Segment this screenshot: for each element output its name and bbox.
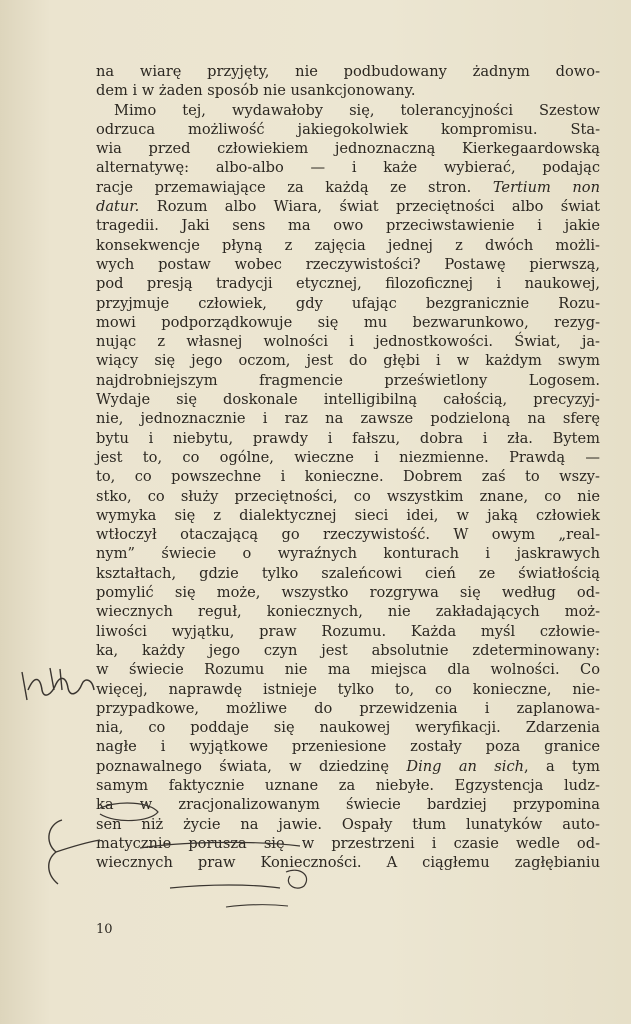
- text-line: w świecie Rozumu nie ma miejsca dla wolności. Co: [96, 661, 600, 679]
- text-line: nia, co poddaje się naukowej weryfikacji. Zdarzenia: [96, 719, 600, 737]
- text-underline: [140, 842, 300, 848]
- text-circle: [100, 803, 158, 821]
- text-line: najdrobniejszym fragmencie prześwietlony Logosem.: [96, 371, 600, 389]
- text-line: pod presją tradycji etycznej, filozoficznej i naukowej,: [96, 275, 600, 293]
- text-line: dem i w żaden sposób nie usankcjonowany.: [96, 82, 416, 100]
- text-line: racje przemawiające za każdą ze stron. Tertium non: [96, 178, 600, 196]
- text-line: wtłoczył otaczającą go rzeczywistość. W owym „real-: [96, 526, 600, 544]
- text-line: stko, co służy przeciętności, co wszystkim znane, co nie: [96, 487, 600, 505]
- text-line: wiący się jego oczom, jest do głębi i w każdym swym: [96, 352, 600, 370]
- text-line: przyjmuje człowiek, gdy ufając bezgranicznie Rozu-: [96, 294, 600, 312]
- text-line: matycznie porusza się w przestrzeni i czasie wedle od-: [96, 834, 600, 852]
- text-loop: [286, 870, 307, 888]
- text-line: wych postaw wobec rzeczywistości? Postawę pierwszą,: [96, 255, 600, 273]
- text-underline: [226, 905, 288, 907]
- text-line: poznawalnego świata, w dziedzinę Ding an sich, a tym: [96, 757, 600, 775]
- text-line: ka, każdy jego czyn jest absolutnie zdeterminowany:: [96, 641, 600, 659]
- text-line: alternatywę: albo-albo — i każe wybierać, podając: [96, 159, 600, 177]
- text-line: samym faktycznie uznane za niebyłe. Egzystencja ludz-: [96, 776, 600, 794]
- text-line: wia przed człowiekiem jednoznaczną Kierkegaardowską: [96, 140, 600, 158]
- text-line: datur. Rozum albo Wiara, świat przeciętności albo świat: [96, 198, 600, 216]
- text-line: konsekwencje płyną z zajęcia jednej z dwóch możli-: [96, 236, 600, 254]
- text-line: więcej, naprawdę istnieje tylko to, co konieczne, nie-: [96, 680, 600, 698]
- text-line: ka w zracjonalizowanym świecie bardziej przypomina: [96, 796, 600, 814]
- margin-bracket-arrow: [56, 840, 100, 852]
- text-line: wiecznych praw Konieczności. A ciągłemu zagłębianiu: [96, 854, 600, 872]
- page-number: 10: [96, 922, 113, 937]
- margin-bracket: [49, 820, 62, 884]
- text-line: nagłe i wyjątkowe przeniesione zostały poza granice: [96, 738, 600, 756]
- text-line: nym” świecie o wyraźnych konturach i jaskrawych: [96, 545, 600, 563]
- text-line: bytu i niebytu, prawdy i fałszu, dobra i zła. Bytem: [96, 429, 600, 447]
- text-line: na wiarę przyjęty, nie podbudowany żadnym dowo-: [96, 63, 600, 80]
- text-line: to, co powszechne i konieczne. Dobrem zaś to wszy-: [96, 468, 600, 486]
- text-line: mowi podporządkowuje się mu bezwarunkowo, rezyg-: [96, 313, 600, 331]
- text-line: tragedii. Jaki sens ma owo przeciwstawienie i jakie: [96, 217, 600, 235]
- text-line: nując z własnej wolności i jednostkowości. Świat, ja-: [96, 333, 600, 351]
- text-line: sen niż życie na jawie. Ospały tłum lunatyków auto-: [96, 815, 600, 833]
- margin-mark: [22, 672, 27, 700]
- text-line: wiecznych reguł, koniecznych, nie zakładających moż-: [96, 603, 600, 621]
- text-line: liwości wyjątku, praw Rozumu. Każda myśl człowie-: [96, 622, 600, 640]
- text-underline: [170, 885, 280, 888]
- text-line: nie, jednoznacznie i raz na zawsze podzieloną na sferę: [96, 410, 600, 428]
- text-line: jest to, co ogólne, wieczne i niezmienne. Prawdą —: [96, 448, 600, 466]
- text-line: odrzuca możliwość jakiegokolwiek kompromisu. Sta-: [96, 120, 600, 138]
- text-line: kształtach, gdzie tylko szaleńcowi cień ze światłością: [96, 564, 600, 582]
- margin-mark: [50, 668, 54, 690]
- text-line: przypadkowe, możliwe do przewidzenia i zaplanowa-: [96, 699, 600, 717]
- text-line: Wydaje się doskonale intelligibilną całością, precyzyj-: [96, 391, 600, 409]
- text-line: Mimo tej, wydawałoby się, tolerancyjności Szestow: [114, 101, 600, 119]
- text-line: wymyka się z dialektycznej sieci idei, w jaką człowiek: [96, 506, 600, 524]
- text-line: pomylić się może, wszystko rozgrywa się według od-: [96, 584, 600, 602]
